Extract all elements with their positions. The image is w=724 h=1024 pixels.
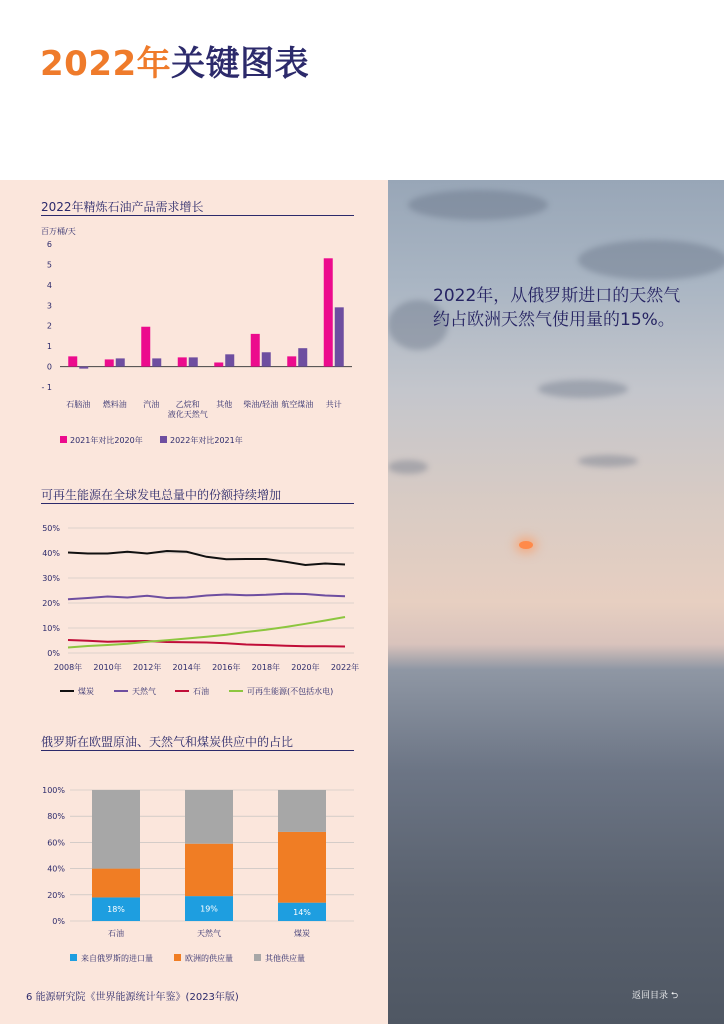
stacked-bar-segment <box>278 832 326 903</box>
y-tick-label: 2 <box>46 321 52 331</box>
data-label: 19% <box>200 904 218 914</box>
y-tick-label: 100% <box>42 786 65 795</box>
x-tick-label: 乙烷和 <box>175 400 200 409</box>
y-tick-label: 50% <box>42 524 60 533</box>
legend-swatch <box>160 436 167 443</box>
x-tick-label: 2010年 <box>93 663 122 672</box>
x-tick-label: 液化天然气 <box>167 410 208 419</box>
legend-swatch <box>60 436 67 443</box>
demand-growth-chart <box>0 220 388 460</box>
x-tick-label: 2012年 <box>132 663 162 672</box>
y-tick-label: 10% <box>42 624 60 633</box>
y-tick-label: 0% <box>52 917 65 926</box>
bar <box>335 307 344 366</box>
bar <box>152 358 161 366</box>
chart2-rule <box>41 503 354 504</box>
return-to-contents-link[interactable] <box>632 988 678 1004</box>
chart1-rule <box>41 215 354 216</box>
legend-label: 煤炭 <box>78 687 94 696</box>
data-label: 14% <box>293 907 311 917</box>
legend-label: 其他供应量 <box>265 954 305 963</box>
stacked-bar-segment <box>185 844 233 896</box>
y-tick-label: 0 <box>46 362 52 372</box>
y-axis-label: 百万桶/天 <box>41 227 76 236</box>
y-tick-label: 20% <box>47 890 65 900</box>
chart3-title: 俄罗斯在欧盟原油、天然气和煤炭供应中的占比 <box>41 735 294 749</box>
return-label: 返回目录 <box>632 991 669 1001</box>
legend-label: 欧洲的供应量 <box>185 954 233 963</box>
x-tick-label: 汽油 <box>143 400 160 409</box>
x-tick-label: 柴油/轻油 <box>243 400 279 409</box>
y-tick-label: 30% <box>42 574 60 583</box>
russia-share-chart <box>0 770 388 970</box>
bar <box>214 362 223 366</box>
x-tick-label: 2014年 <box>172 663 201 672</box>
y-tick-label: 40% <box>42 549 60 558</box>
y-tick-label: 80% <box>47 812 65 822</box>
footer-text: 能源研究院《世界能源统计年鉴》(2023年版) <box>35 992 239 1003</box>
bar <box>287 356 296 366</box>
bar <box>105 359 114 366</box>
sunset-sea-photo <box>388 180 724 1024</box>
x-tick-label: 2016年 <box>212 663 241 672</box>
x-tick-label: 共计 <box>325 400 342 409</box>
stacked-bar-segment <box>92 869 140 898</box>
y-tick-label: 4 <box>46 280 52 290</box>
callout-quote: 2022年，从俄罗斯进口的天然气约占欧洲天然气使用量的15%。 <box>433 286 681 330</box>
bar <box>225 354 234 366</box>
series-line <box>68 594 345 600</box>
bar <box>298 348 307 366</box>
return-arrow-icon: ⮌ <box>670 991 679 1001</box>
bar <box>178 357 187 366</box>
bar <box>79 367 88 369</box>
page-title <box>40 36 309 85</box>
y-tick-label: 60% <box>47 838 65 848</box>
x-tick-label: 天然气 <box>197 929 221 938</box>
legend-label: 天然气 <box>132 687 156 696</box>
bar <box>251 334 260 367</box>
legend-swatch <box>254 954 261 961</box>
legend-label: 可再生能源(不包括水电) <box>247 687 334 696</box>
page-number: 6 <box>26 992 33 1003</box>
cloud-shape <box>578 240 724 280</box>
legend-swatch <box>70 954 77 961</box>
page-title-text: 关键图表 <box>171 44 310 84</box>
x-tick-label: 燃料油 <box>102 400 127 409</box>
bar <box>189 357 198 366</box>
bar <box>68 356 77 366</box>
stacked-bar-segment <box>92 790 140 869</box>
legend-label: 2022年对比2021年 <box>170 436 243 445</box>
chart2-title: 可再生能源在全球发电总量中的份额持续增加 <box>41 488 282 502</box>
y-tick-label: 20% <box>42 599 60 608</box>
y-tick-label: - 1 <box>41 383 52 392</box>
legend-label: 2021年对比2020年 <box>70 436 143 445</box>
cloud-shape <box>408 190 548 220</box>
x-tick-label: 石油 <box>108 929 124 938</box>
x-tick-label: 石脑油 <box>66 400 91 409</box>
y-tick-label: 0% <box>47 649 60 658</box>
chart1-title: 2022年精炼石油产品需求增长 <box>41 200 204 214</box>
x-tick-label: 煤炭 <box>294 929 310 938</box>
data-label: 18% <box>107 905 125 915</box>
y-tick-label: 1 <box>46 342 52 352</box>
x-tick-label: 其他 <box>216 400 233 409</box>
y-tick-label: 40% <box>47 864 65 874</box>
x-tick-label: 航空煤油 <box>281 400 314 409</box>
bar <box>141 327 150 367</box>
y-tick-label: 5 <box>46 260 52 270</box>
y-tick-label: 6 <box>46 240 52 249</box>
cloud-shape <box>538 380 628 398</box>
chart3-rule <box>41 750 354 751</box>
x-tick-label: 2020年 <box>291 663 320 672</box>
setting-sun <box>519 541 533 549</box>
y-tick-label: 3 <box>46 301 52 311</box>
legend-swatch <box>174 954 181 961</box>
stacked-bar-segment <box>278 790 326 832</box>
x-tick-label: 2022年 <box>330 663 360 672</box>
legend-label: 石油 <box>193 687 209 696</box>
cloud-shape <box>388 460 428 474</box>
x-tick-label: 2018年 <box>251 663 281 672</box>
cloud-shape <box>578 455 638 467</box>
bar <box>262 352 271 366</box>
bar <box>116 358 125 366</box>
renewables-share-chart <box>0 510 388 710</box>
x-tick-label: 2008年 <box>53 663 83 672</box>
stacked-bar-segment <box>185 790 233 844</box>
page-title-year: 2022年 <box>40 44 172 84</box>
bar <box>324 258 333 366</box>
page-footer <box>26 988 239 1003</box>
legend-label: 来自俄罗斯的进口量 <box>81 954 153 963</box>
